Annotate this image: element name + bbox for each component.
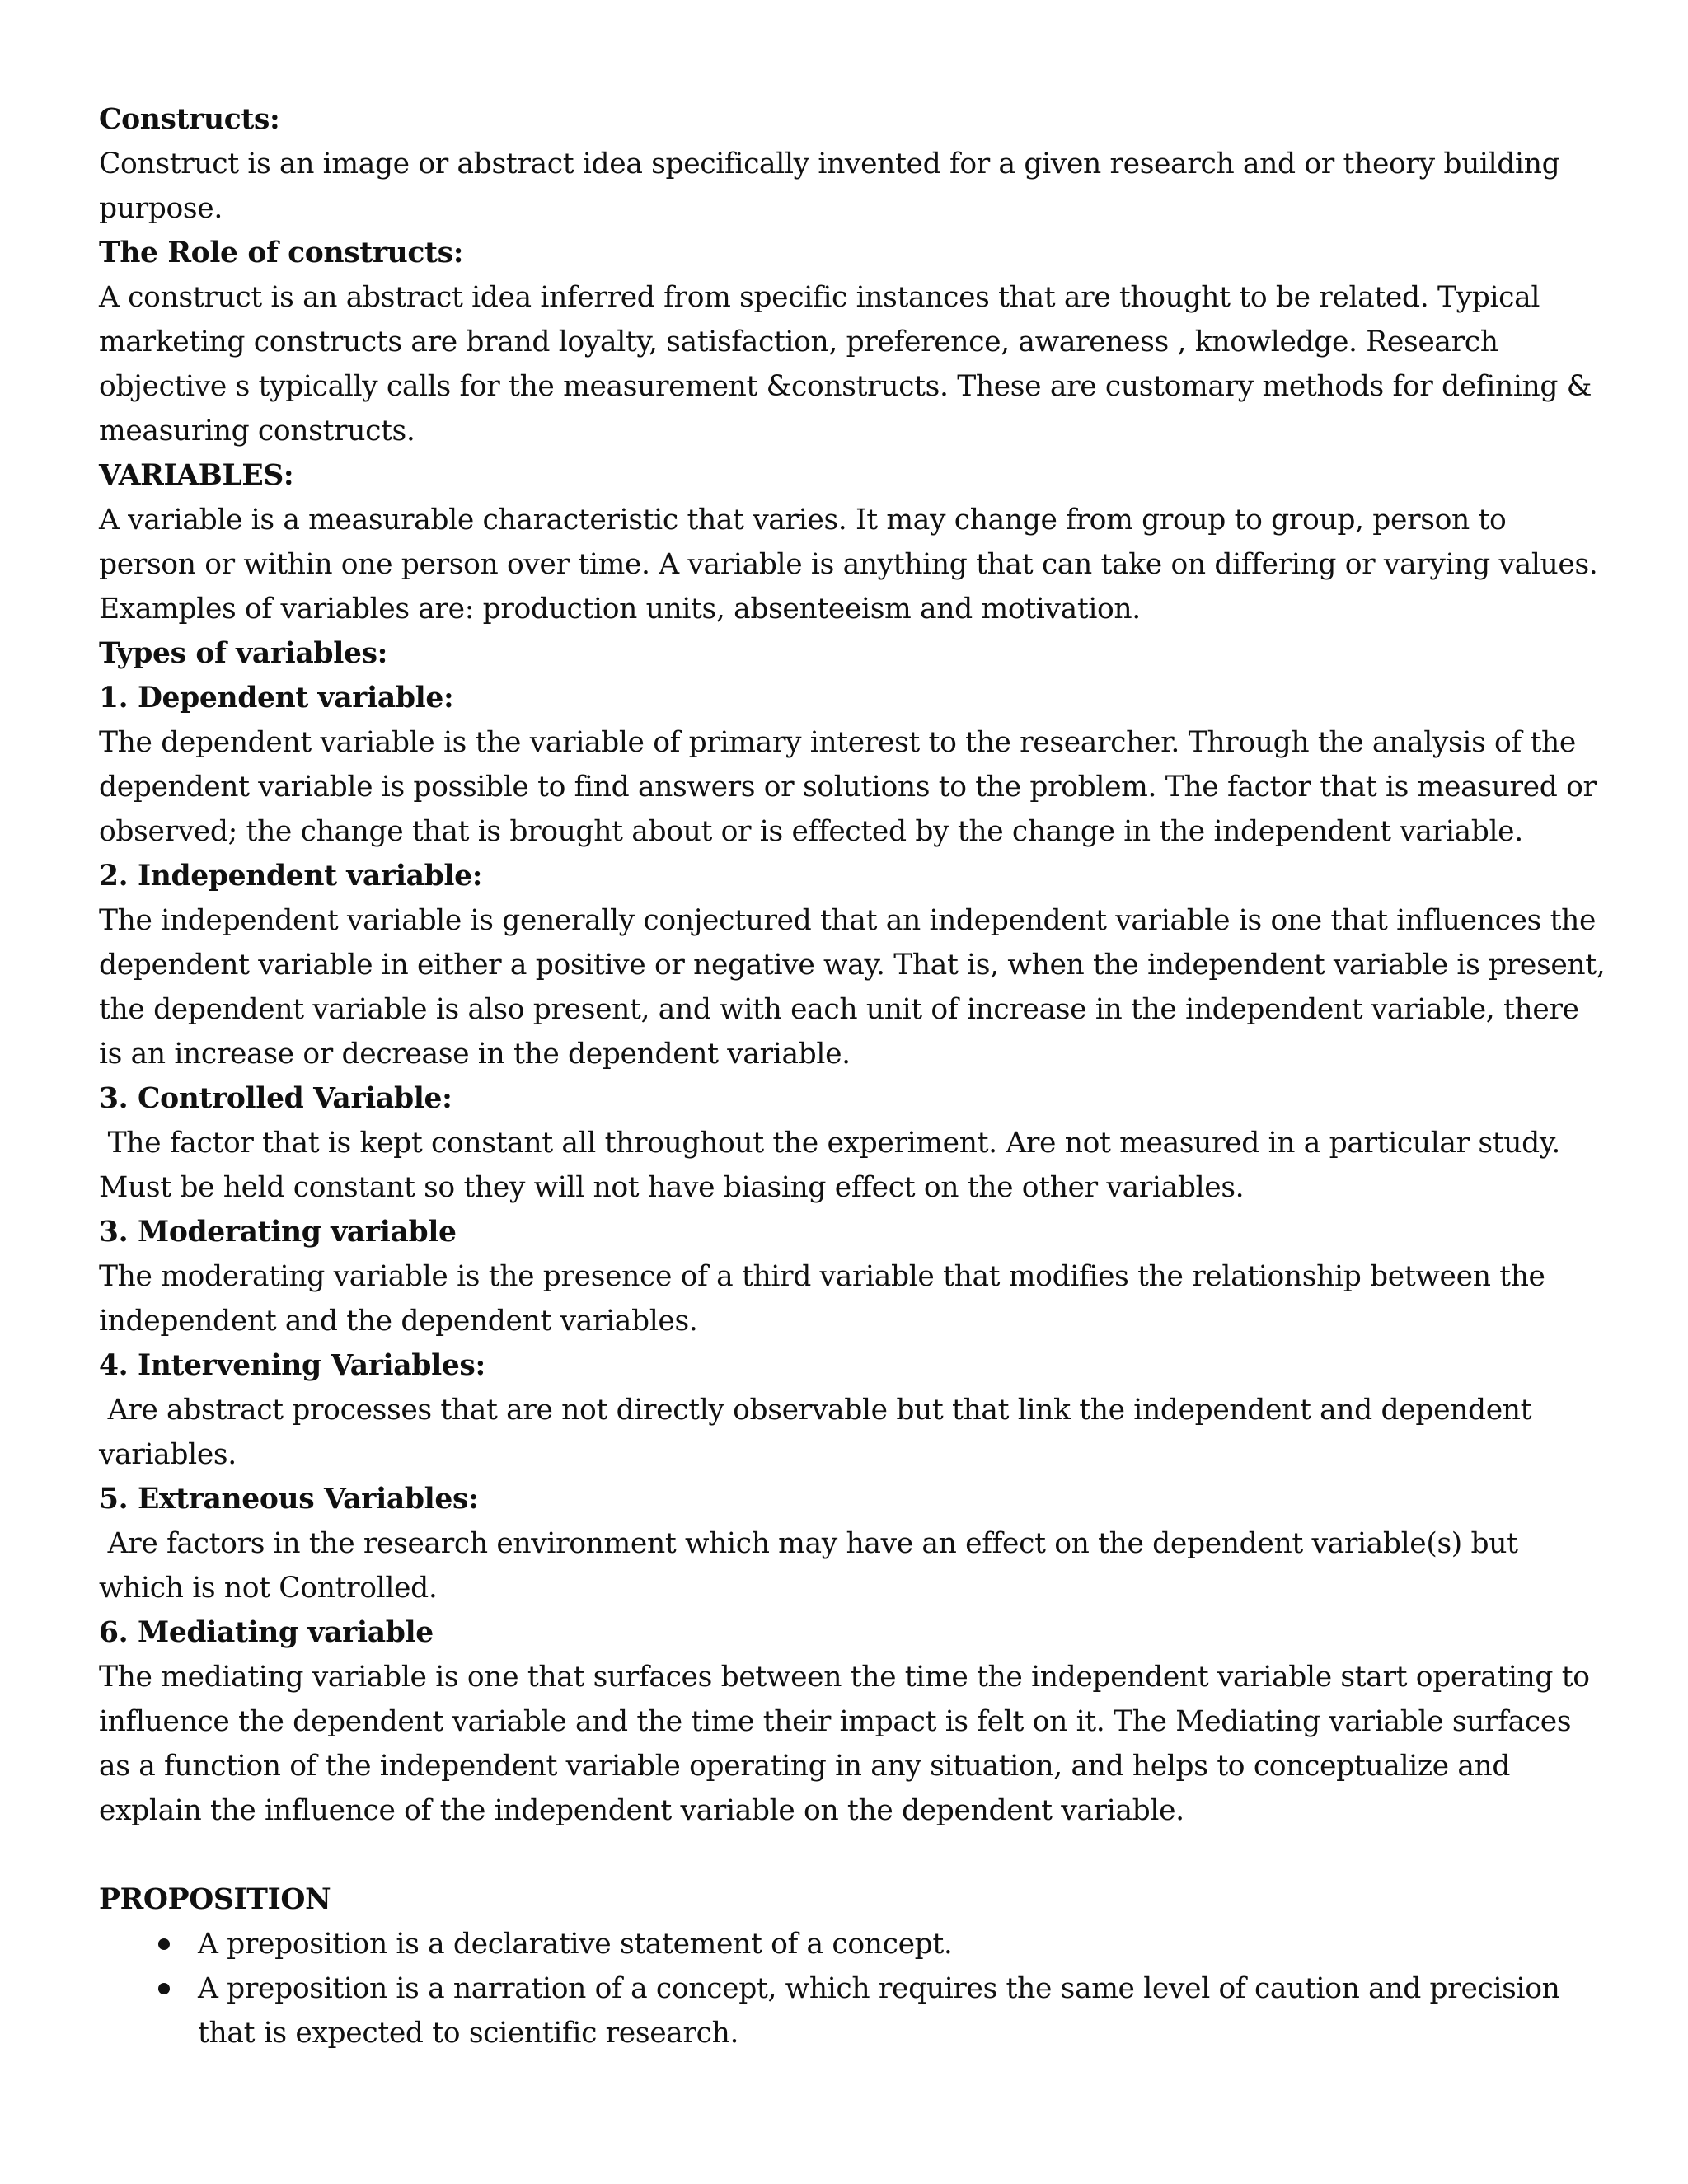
section-text-variables: A variable is a measurable characteristic that varies. It may change from group to group, person to person or within one person over time. A variable is anything that can take on differing or varying values. Examples of variables are: production units, absenteeism and motivation. <box>99 504 1598 626</box>
section-text-constructs: Construct is an image or abstract idea specifically invented for a given research and or theory building purpose. <box>99 148 1560 225</box>
proposition-bullet-item <box>99 1922 1607 1966</box>
section-text-moderating-variable: The moderating variable is the presence of a third variable that modifies the relationship between the independent and the dependent variables. <box>99 1260 1545 1338</box>
document-page <box>99 97 1607 2055</box>
section-heading-variables: VARIABLES: <box>99 459 294 492</box>
section-text-dependent-variable: The dependent variable is the variable of primary interest to the researcher. Through the analysis of the dependent variable is possible to find answers or solutions to the problem. The factor that is measured or observed; the change that is brought about or is effected by the change in the independent variable. <box>99 726 1597 848</box>
section-heading-dependent-variable: 1. Dependent variable: <box>99 682 454 715</box>
proposition-bullet-item <box>99 1966 1607 2055</box>
section-heading-independent-variable: 2. Independent variable: <box>99 860 483 893</box>
section-text-extraneous-variables: Are factors in the research environment which may have an effect on the dependent variable(s) but which is not Controlled. <box>99 1527 1527 1605</box>
section-text-intervening-variables: Are abstract processes that are not directly observable but that link the independent and dependent variables. <box>99 1394 1540 1471</box>
proposition-bullet-text: A preposition is a narration of a concept, which requires the same level of caution and precision that is expected to scientific research. <box>198 1972 1560 2050</box>
section-heading-moderating-variable: 3. Moderating variable <box>99 1216 457 1249</box>
bullet-icon <box>158 1983 170 1994</box>
section-heading-role-of-constructs: The Role of constructs: <box>99 237 464 269</box>
section-text-role-of-constructs: A construct is an abstract idea inferred from specific instances that are thought to be related. Typical marketing constructs are brand loyalty, satisfaction, preference, awareness , knowledge. Research objective s typically calls for the measurement &constructs. These are customary methods for defining & measuring constructs. <box>99 281 1592 448</box>
section-heading-intervening-variables: 4. Intervening Variables: <box>99 1349 485 1382</box>
section-text-mediating-variable: The mediating variable is one that surfaces between the time the independent variable start operating to influence the dependent variable and the time their impact is felt on it. The Mediating variable surfaces as a function of the independent variable operating in any situation, and helps to conceptualize and explain the influence of the independent variable on the dependent variable. <box>99 1661 1590 1827</box>
section-heading-extraneous-variables: 5. Extraneous Variables: <box>99 1483 479 1516</box>
proposition-heading: PROPOSITION <box>99 1883 331 1916</box>
bullet-icon <box>158 1938 170 1950</box>
section-spacer <box>99 1833 1607 1877</box>
proposition-bullet-list <box>99 1922 1607 2055</box>
section-heading-types-of-variables: Types of variables: <box>99 637 388 670</box>
proposition-bullet-text: A preposition is a declarative statement of a concept. <box>198 1928 953 1961</box>
section-text-controlled-variable: The factor that is kept constant all throughout the experiment. Are not measured in a particular study. Must be held constant so they will not have biasing effect on the other variables. <box>99 1127 1569 1204</box>
section-heading-controlled-variable: 3. Controlled Variable: <box>99 1082 452 1115</box>
section-text-independent-variable: The independent variable is generally conjectured that an independent variable is one that influences the dependent variable in either a positive or negative way. That is, when the independent variable is present, the dependent variable is also present, and with each unit of increase in the independent variable, there is an increase or decrease in the dependent variable. <box>99 904 1606 1071</box>
section-heading-constructs: Constructs: <box>99 103 280 136</box>
section-heading-mediating-variable: 6. Mediating variable <box>99 1616 434 1649</box>
